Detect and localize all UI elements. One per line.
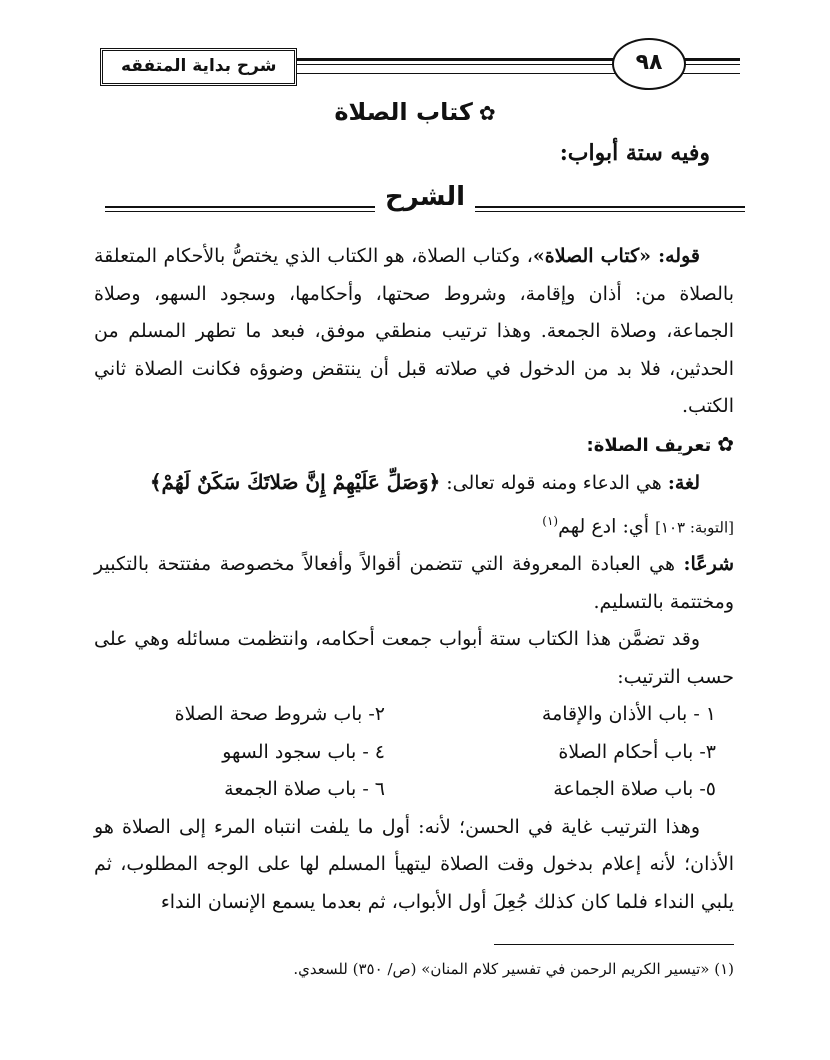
footnote-rule [494,944,734,945]
list-item: ٥- باب صلاة الجماعة [553,778,716,801]
page-header [100,36,740,92]
lugha-tail: أي: ادع لهم [558,514,656,537]
list-item: ١ - باب الأذان والإقامة [541,703,716,726]
chapter-intro: وفيه ستة أبواب: [559,140,710,166]
quote-lead: قوله: «كتاب الصلاة» [532,245,700,267]
definition-heading-text: تعريف الصلاة: [586,434,712,456]
definition-heading [94,426,734,465]
list-item: ٦ - باب صلاة الجمعة [224,778,385,801]
chapter-title [0,98,830,126]
lugha-label: لغة: [667,472,700,494]
flower-icon: ✿ [717,431,734,456]
paragraph-shara [94,546,734,621]
flower-icon: ✿ [478,101,496,125]
footnote-marker: (١) [542,513,559,528]
paragraph-lugha [94,464,734,546]
paragraph-intro-text: ، وكتاب الصلاة، هو الكتاب الذي يختصُّ بالأحكام المتعلقة بالصلاة من: أذان وإقامة، وشروط صحتها، وأحكامها، وسجود السهو، وصلاة الجماعة، وصلاة الجمعة. وهذا ترتيب منطقي موفق، فبعد ما تطهر المسلم من الحدثين، فلا بد من الدخول في صلاته قبل أن ينتقض وضوؤه فكانت الصلاة ثاني الكتب. [94,245,734,417]
paragraph-order: وهذا الترتيب غاية في الحسن؛ لأنه: أول ما يلفت انتباه المرء إلى الصلاة هو الأذان؛ لأنه إعلام بدخول وقت الصلاة ليتهيأ المسلم لها على الوجه المطلوب، ثم يلبي النداء فلما كان كذلك جُعِلَ أول الأبواب، ثم بعدما يسمع الإنسان النداء [94,815,734,913]
quran-verse: ﴿وَصَلِّ عَلَيْهِمْ إِنَّ صَلاتَكَ سَكَنٌ لَهُمْ﴾ [149,470,441,494]
list-item: ٢- باب شروط صحة الصلاة [174,703,385,726]
page-number: ٩٨ [612,38,686,90]
book-title: شرح بداية المتفقه [100,48,297,86]
list-item: ٣- باب أحكام الصلاة [558,740,716,763]
footnote: (١) «تيسير الكريم الرحمن في تفسير كلام المنان» (ص/ ٣٥٠) للسعدي. [293,960,734,978]
shara-label: شرعًا: [683,553,734,576]
section-label: الشرح [384,182,466,212]
chapters-list [94,696,734,809]
lugha-text: هي الدعاء ومنه قوله تعالى: [440,472,668,494]
chapter-title-text: كتاب الصلاة [334,98,473,126]
paragraph-intro [94,238,734,426]
shara-text: هي العبادة المعروفة التي تتضمن أقوالاً وأفعالاً مخصوصة مفتتحة بالتكبير ومختتمة بالتسليم. [94,553,734,613]
verse-reference: [التوبة: ١٠٣] [655,517,734,536]
section-divider [105,182,745,228]
divider-line-left [105,206,375,212]
paragraph-contents: وقد تضمَّن هذا الكتاب ستة أبواب جمعت أحكامه، وانتظمت مسائله وهي على حسب الترتيب: [94,628,734,688]
list-item: ٤ - باب سجود السهو [222,740,385,763]
body-text [94,238,734,921]
